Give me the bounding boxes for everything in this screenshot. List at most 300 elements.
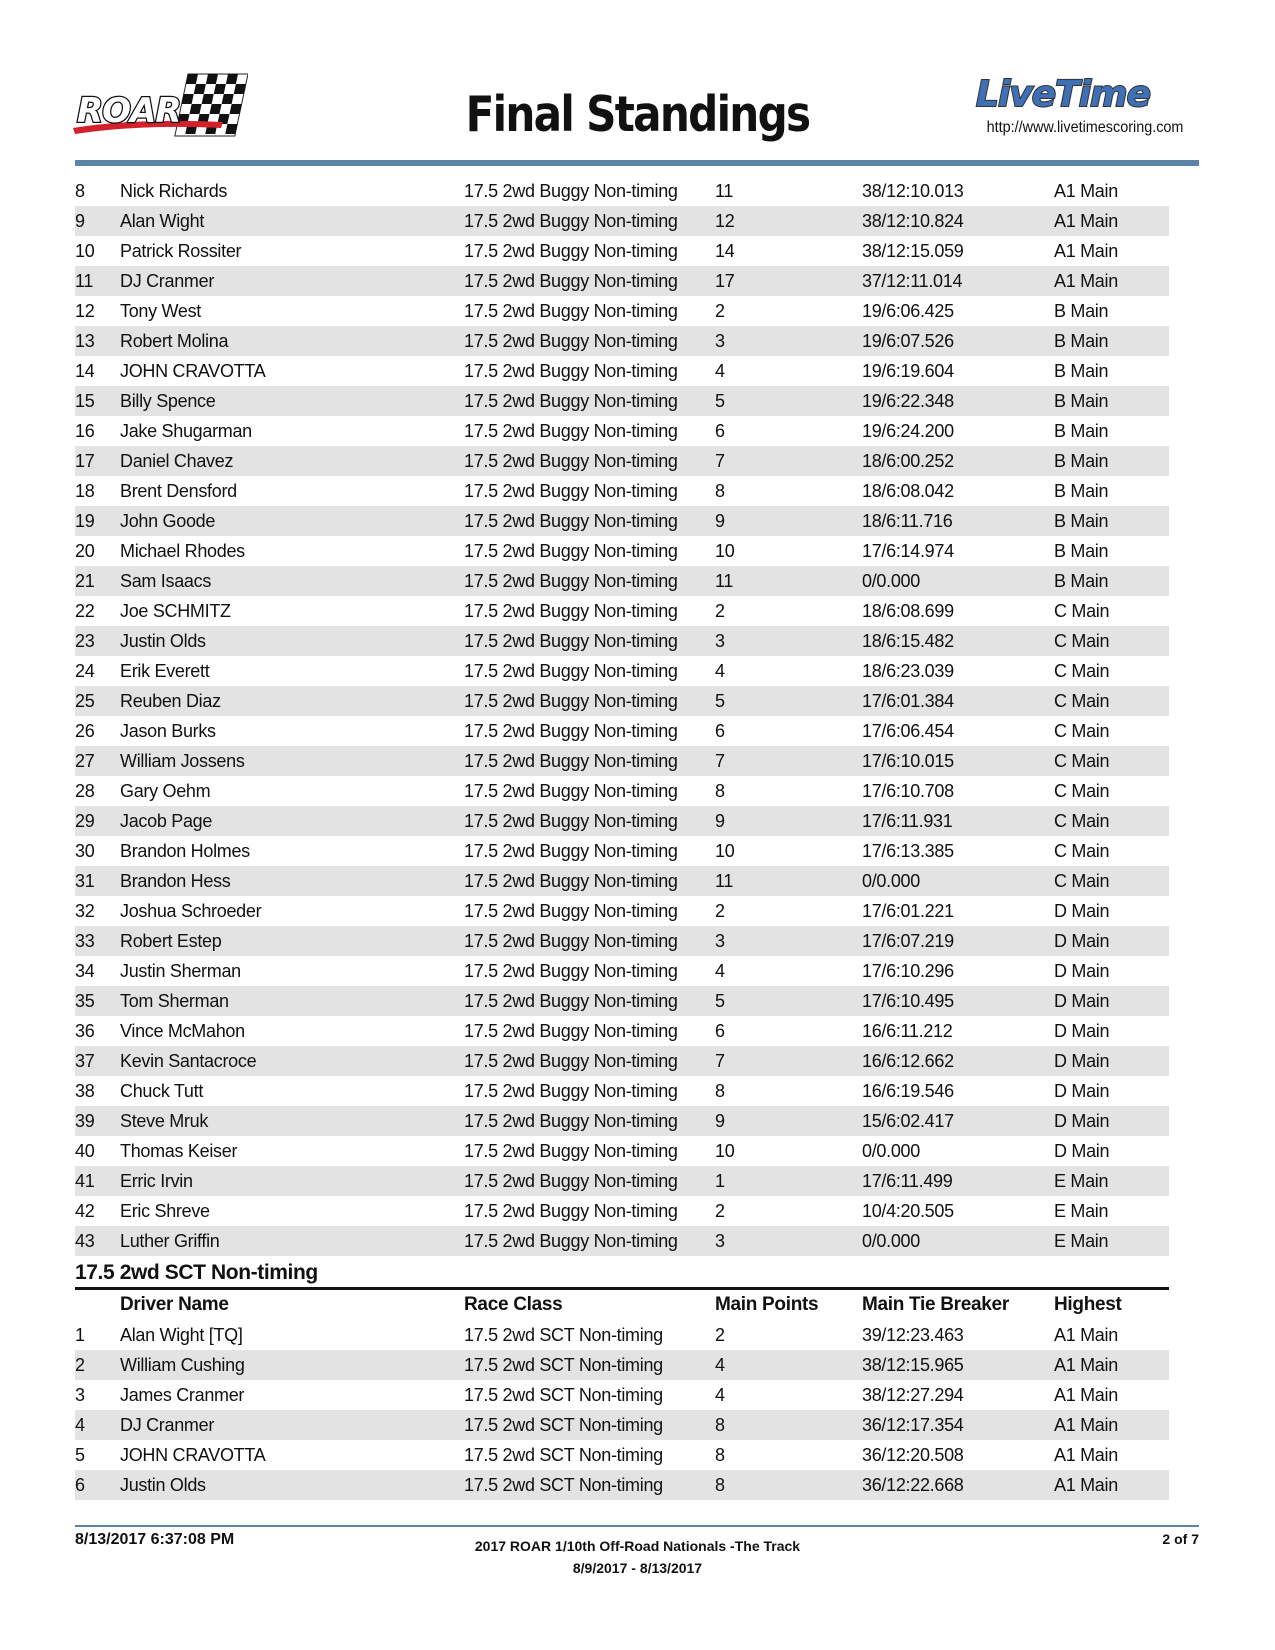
table-row <box>75 656 1169 686</box>
position-cell: 21 <box>75 571 95 591</box>
driver-name-cell: Eric Shreve <box>120 1201 210 1221</box>
table-row <box>75 626 1169 656</box>
driver-name-cell: Brent Densford <box>120 481 237 501</box>
tie-breaker-cell: 19/6:06.425 <box>862 301 954 321</box>
table-row <box>75 1320 1169 1350</box>
highest-main-cell: D Main <box>1054 901 1110 921</box>
position-cell: 15 <box>75 391 95 411</box>
main-points-cell: 10 <box>715 841 735 861</box>
tie-breaker-cell: 18/6:11.716 <box>862 511 953 531</box>
driver-name-cell: Erik Everett <box>120 661 210 681</box>
position-cell: 33 <box>75 931 95 951</box>
tie-breaker-cell: 0/0.000 <box>862 1231 920 1251</box>
race-class-cell: 17.5 2wd Buggy Non-timing <box>464 721 678 741</box>
driver-name-cell: William Cushing <box>120 1355 245 1375</box>
main-points-cell: 2 <box>715 1201 725 1221</box>
main-points-cell: 2 <box>715 1325 725 1345</box>
race-class-cell: 17.5 2wd Buggy Non-timing <box>464 541 678 561</box>
table-row <box>75 266 1169 296</box>
position-cell: 8 <box>75 181 85 201</box>
driver-name-cell: JOHN CRAVOTTA <box>120 361 266 381</box>
highest-main-cell: D Main <box>1054 1021 1110 1041</box>
tie-breaker-cell: 36/12:20.508 <box>862 1445 964 1465</box>
highest-main-cell: E Main <box>1054 1171 1109 1191</box>
highest-main-cell: B Main <box>1054 541 1109 561</box>
main-points-cell: 4 <box>715 961 725 981</box>
tie-breaker-cell: 17/6:13.385 <box>862 841 954 861</box>
table-row <box>75 1440 1169 1470</box>
livetime-logo <box>974 70 1199 120</box>
table-row <box>75 866 1169 896</box>
position-cell: 6 <box>75 1475 85 1495</box>
driver-name-cell: Joshua Schroeder <box>120 901 262 921</box>
race-class-cell: 17.5 2wd Buggy Non-timing <box>464 751 678 771</box>
highest-main-cell: C Main <box>1054 691 1110 711</box>
main-points-cell: 1 <box>715 1171 725 1191</box>
main-points-cell: 14 <box>715 241 735 261</box>
race-class-cell: 17.5 2wd Buggy Non-timing <box>464 1141 678 1161</box>
highest-main-cell: C Main <box>1054 661 1110 681</box>
driver-name-cell: Gary Oehm <box>120 781 211 801</box>
race-class-cell: 17.5 2wd Buggy Non-timing <box>464 991 678 1011</box>
highest-main-cell: D Main <box>1054 931 1110 951</box>
tie-breaker-cell: 17/6:01.384 <box>862 691 954 711</box>
main-points-cell: 8 <box>715 1081 725 1101</box>
driver-name-cell: Joe SCHMITZ <box>120 601 231 621</box>
position-cell: 13 <box>75 331 95 351</box>
race-class-cell: 17.5 2wd Buggy Non-timing <box>464 241 678 261</box>
table-row <box>75 386 1169 416</box>
position-cell: 12 <box>75 301 95 321</box>
tie-breaker-cell: 16/6:19.546 <box>862 1081 954 1101</box>
tie-breaker-cell: 38/12:27.294 <box>862 1385 964 1405</box>
race-class-cell: 17.5 2wd Buggy Non-timing <box>464 421 678 441</box>
main-points-cell: 8 <box>715 1415 725 1435</box>
main-points-cell: 5 <box>715 991 725 1011</box>
table-row <box>75 1350 1169 1380</box>
svg-text:ROAR: ROAR <box>77 91 181 131</box>
table-row <box>75 686 1169 716</box>
table-row <box>75 1196 1169 1226</box>
race-class-cell: 17.5 2wd Buggy Non-timing <box>464 601 678 621</box>
table-row <box>75 356 1169 386</box>
main-points-cell: 17 <box>715 271 735 291</box>
tie-breaker-cell: 37/12:11.014 <box>862 271 963 291</box>
position-cell: 38 <box>75 1081 95 1101</box>
position-cell: 29 <box>75 811 95 831</box>
main-points-cell: 6 <box>715 421 725 441</box>
main-points-cell: 4 <box>715 1385 725 1405</box>
race-class-cell: 17.5 2wd Buggy Non-timing <box>464 871 678 891</box>
table-row <box>75 176 1169 206</box>
highest-main-cell: B Main <box>1054 361 1109 381</box>
position-cell: 37 <box>75 1051 95 1071</box>
tie-breaker-cell: 17/6:10.296 <box>862 961 954 981</box>
position-cell: 26 <box>75 721 95 741</box>
tie-breaker-cell: 38/12:10.824 <box>862 211 964 231</box>
sct-standings-rows <box>75 1320 1169 1500</box>
position-cell: 40 <box>75 1141 95 1161</box>
driver-name-cell: JOHN CRAVOTTA <box>120 1445 266 1465</box>
section-title: 17.5 2wd SCT Non-timing <box>75 1261 318 1284</box>
position-cell: 16 <box>75 421 95 441</box>
driver-name-cell: Erric Irvin <box>120 1171 193 1191</box>
table-row <box>75 326 1169 356</box>
highest-main-cell: B Main <box>1054 421 1109 441</box>
race-class-cell: 17.5 2wd Buggy Non-timing <box>464 1081 678 1101</box>
table-row <box>75 716 1169 746</box>
highest-main-cell: B Main <box>1054 481 1109 501</box>
tie-breaker-cell: 18/6:08.042 <box>862 481 954 501</box>
driver-name-cell: Robert Molina <box>120 331 229 351</box>
table-row <box>75 806 1169 836</box>
position-cell: 42 <box>75 1201 95 1221</box>
driver-name-cell: Luther Griffin <box>120 1231 220 1251</box>
driver-name-cell: Jacob Page <box>120 811 213 831</box>
main-points-cell: 6 <box>715 721 725 741</box>
position-cell: 41 <box>75 1171 95 1191</box>
position-cell: 43 <box>75 1231 95 1251</box>
position-cell: 34 <box>75 961 95 981</box>
standings-table <box>75 176 1169 1500</box>
tie-breaker-cell: 15/6:02.417 <box>862 1111 954 1131</box>
highest-main-cell: D Main <box>1054 961 1110 981</box>
position-cell: 35 <box>75 991 95 1011</box>
highest-main-cell: B Main <box>1054 301 1109 321</box>
livetime-url[interactable]: http://www.livetimescoring.com <box>986 119 1184 136</box>
main-points-cell: 10 <box>715 541 735 561</box>
tie-breaker-cell: 17/6:10.015 <box>862 751 954 771</box>
main-points-cell: 4 <box>715 361 725 381</box>
driver-name-cell: Tony West <box>120 301 201 321</box>
driver-name-cell: Michael Rhodes <box>120 541 245 561</box>
main-points-cell: 7 <box>715 451 725 471</box>
tie-breaker-cell: 17/6:10.495 <box>862 991 954 1011</box>
driver-name-cell: Vince McMahon <box>120 1021 245 1041</box>
driver-name-cell: Justin Sherman <box>120 961 241 981</box>
highest-main-cell: D Main <box>1054 1081 1110 1101</box>
column-header-highest: Highest <box>1054 1294 1122 1315</box>
driver-name-cell: DJ Cranmer <box>120 271 215 291</box>
race-class-cell: 17.5 2wd Buggy Non-timing <box>464 181 678 201</box>
highest-main-cell: C Main <box>1054 841 1110 861</box>
race-class-cell: 17.5 2wd Buggy Non-timing <box>464 361 678 381</box>
main-points-cell: 5 <box>715 691 725 711</box>
tie-breaker-cell: 38/12:15.059 <box>862 241 964 261</box>
main-points-cell: 11 <box>715 871 734 891</box>
position-cell: 5 <box>75 1445 85 1465</box>
table-row <box>75 746 1169 776</box>
highest-main-cell: E Main <box>1054 1201 1109 1221</box>
driver-name-cell: Thomas Keiser <box>120 1141 238 1161</box>
table-row <box>75 236 1169 266</box>
tie-breaker-cell: 17/6:07.219 <box>862 931 954 951</box>
race-class-cell: 17.5 2wd SCT Non-timing <box>464 1445 663 1465</box>
table-row <box>75 476 1169 506</box>
main-points-cell: 11 <box>715 181 734 201</box>
tie-breaker-cell: 0/0.000 <box>862 871 920 891</box>
highest-main-cell: B Main <box>1054 331 1109 351</box>
table-row <box>75 776 1169 806</box>
table-row <box>75 926 1169 956</box>
race-class-cell: 17.5 2wd Buggy Non-timing <box>464 1051 678 1071</box>
position-cell: 2 <box>75 1355 85 1375</box>
highest-main-cell: D Main <box>1054 991 1110 1011</box>
main-points-cell: 4 <box>715 661 725 681</box>
position-cell: 31 <box>75 871 95 891</box>
header-divider <box>75 160 1199 166</box>
position-cell: 20 <box>75 541 95 561</box>
table-row <box>75 896 1169 926</box>
race-class-cell: 17.5 2wd Buggy Non-timing <box>464 1111 678 1131</box>
livetime-logo-graphic <box>974 70 1199 120</box>
highest-main-cell: C Main <box>1054 781 1110 801</box>
event-name: 2017 ROAR 1/10th Off-Road Nationals -The Track <box>474 1538 801 1554</box>
position-cell: 36 <box>75 1021 95 1041</box>
main-points-cell: 8 <box>715 481 725 501</box>
race-class-cell: 17.5 2wd Buggy Non-timing <box>464 1171 678 1191</box>
race-class-cell: 17.5 2wd Buggy Non-timing <box>464 301 678 321</box>
highest-main-cell: C Main <box>1054 871 1110 891</box>
main-points-cell: 11 <box>715 571 734 591</box>
page-header <box>0 0 1275 170</box>
event-info <box>0 1535 1275 1579</box>
position-cell: 23 <box>75 631 95 651</box>
race-class-cell: 17.5 2wd Buggy Non-timing <box>464 901 678 921</box>
tie-breaker-cell: 18/6:23.039 <box>862 661 954 681</box>
main-points-cell: 4 <box>715 1355 725 1375</box>
footer-divider <box>75 1525 1199 1527</box>
race-class-cell: 17.5 2wd Buggy Non-timing <box>464 961 678 981</box>
highest-main-cell: A1 Main <box>1054 181 1118 201</box>
tie-breaker-cell: 17/6:01.221 <box>862 901 954 921</box>
main-points-cell: 3 <box>715 931 725 951</box>
table-row <box>75 596 1169 626</box>
table-row <box>75 1166 1169 1196</box>
position-cell: 28 <box>75 781 95 801</box>
driver-name-cell: Reuben Diaz <box>120 691 221 711</box>
highest-main-cell: A1 Main <box>1054 211 1118 231</box>
driver-name-cell: DJ Cranmer <box>120 1415 215 1435</box>
race-class-cell: 17.5 2wd Buggy Non-timing <box>464 211 678 231</box>
highest-main-cell: A1 Main <box>1054 241 1118 261</box>
position-cell: 30 <box>75 841 95 861</box>
position-cell: 11 <box>75 271 94 291</box>
driver-name-cell: Jake Shugarman <box>120 421 252 441</box>
position-cell: 17 <box>75 451 95 471</box>
main-points-cell: 10 <box>715 1141 735 1161</box>
column-header-driver-name: Driver Name <box>120 1294 229 1315</box>
driver-name-cell: Daniel Chavez <box>120 451 234 471</box>
driver-name-cell: Patrick Rossiter <box>120 241 242 261</box>
table-row <box>75 206 1169 236</box>
driver-name-cell: Tom Sherman <box>120 991 229 1011</box>
tie-breaker-cell: 19/6:19.604 <box>862 361 954 381</box>
driver-name-cell: Robert Estep <box>120 931 222 951</box>
position-cell: 39 <box>75 1111 95 1131</box>
tie-breaker-cell: 16/6:11.212 <box>862 1021 953 1041</box>
main-points-cell: 7 <box>715 751 725 771</box>
main-points-cell: 3 <box>715 331 725 351</box>
driver-name-cell: Steve Mruk <box>120 1111 209 1131</box>
highest-main-cell: A1 Main <box>1054 1355 1118 1375</box>
table-row <box>75 1046 1169 1076</box>
driver-name-cell: Alan Wight [TQ] <box>120 1325 243 1345</box>
tie-breaker-cell: 18/6:00.252 <box>862 451 954 471</box>
tie-breaker-cell: 17/6:11.499 <box>862 1171 953 1191</box>
driver-name-cell: James Cranmer <box>120 1385 245 1405</box>
main-points-cell: 3 <box>715 631 725 651</box>
driver-name-cell: Kevin Santacroce <box>120 1051 257 1071</box>
driver-name-cell: Billy Spence <box>120 391 216 411</box>
race-class-cell: 17.5 2wd Buggy Non-timing <box>464 571 678 591</box>
page-number: 2 of 7 <box>1162 1531 1199 1547</box>
race-class-cell: 17.5 2wd Buggy Non-timing <box>464 811 678 831</box>
tie-breaker-cell: 19/6:22.348 <box>862 391 954 411</box>
column-header-row <box>75 1290 1169 1320</box>
highest-main-cell: C Main <box>1054 721 1110 741</box>
race-class-cell: 17.5 2wd SCT Non-timing <box>464 1355 663 1375</box>
buggy-standings-rows <box>75 176 1169 1256</box>
highest-main-cell: C Main <box>1054 631 1110 651</box>
race-class-cell: 17.5 2wd Buggy Non-timing <box>464 271 678 291</box>
table-row <box>75 836 1169 866</box>
tie-breaker-cell: 17/6:11.931 <box>862 811 953 831</box>
driver-name-cell: Alan Wight <box>120 211 205 231</box>
race-class-cell: 17.5 2wd Buggy Non-timing <box>464 931 678 951</box>
position-cell: 9 <box>75 211 85 231</box>
main-points-cell: 9 <box>715 811 725 831</box>
table-row <box>75 1470 1169 1500</box>
table-row <box>75 296 1169 326</box>
race-class-cell: 17.5 2wd SCT Non-timing <box>464 1475 663 1495</box>
race-class-cell: 17.5 2wd Buggy Non-timing <box>464 841 678 861</box>
highest-main-cell: D Main <box>1054 1111 1110 1131</box>
table-row <box>75 1076 1169 1106</box>
driver-name-cell: Justin Olds <box>120 1475 206 1495</box>
race-class-cell: 17.5 2wd Buggy Non-timing <box>464 451 678 471</box>
highest-main-cell: D Main <box>1054 1051 1110 1071</box>
driver-name-cell: Brandon Holmes <box>120 841 250 861</box>
table-row <box>75 1410 1169 1440</box>
highest-main-cell: A1 Main <box>1054 1415 1118 1435</box>
highest-main-cell: A1 Main <box>1054 1325 1118 1345</box>
main-points-cell: 2 <box>715 901 725 921</box>
table-row <box>75 566 1169 596</box>
race-class-cell: 17.5 2wd SCT Non-timing <box>464 1415 663 1435</box>
event-dates: 8/9/2017 - 8/13/2017 <box>572 1560 703 1576</box>
tie-breaker-cell: 17/6:14.974 <box>862 541 954 561</box>
table-row <box>75 506 1169 536</box>
table-row <box>75 1380 1169 1410</box>
position-cell: 18 <box>75 481 95 501</box>
highest-main-cell: E Main <box>1054 1231 1109 1251</box>
tie-breaker-cell: 39/12:23.463 <box>862 1325 964 1345</box>
svg-text:LiveTime: LiveTime <box>976 74 1150 115</box>
position-cell: 4 <box>75 1415 85 1435</box>
race-class-cell: 17.5 2wd SCT Non-timing <box>464 1385 663 1405</box>
table-row <box>75 1016 1169 1046</box>
tie-breaker-cell: 17/6:06.454 <box>862 721 954 741</box>
tie-breaker-cell: 0/0.000 <box>862 571 920 591</box>
tie-breaker-cell: 16/6:12.662 <box>862 1051 954 1071</box>
highest-main-cell: C Main <box>1054 601 1110 621</box>
race-class-cell: 17.5 2wd Buggy Non-timing <box>464 691 678 711</box>
driver-name-cell: William Jossens <box>120 751 245 771</box>
main-points-cell: 12 <box>715 211 735 231</box>
highest-main-cell: B Main <box>1054 451 1109 471</box>
highest-main-cell: D Main <box>1054 1141 1110 1161</box>
race-class-cell: 17.5 2wd Buggy Non-timing <box>464 391 678 411</box>
table-row <box>75 1226 1169 1256</box>
race-class-cell: 17.5 2wd Buggy Non-timing <box>464 1201 678 1221</box>
position-cell: 22 <box>75 601 95 621</box>
driver-name-cell: Brandon Hess <box>120 871 231 891</box>
race-class-cell: 17.5 2wd Buggy Non-timing <box>464 631 678 651</box>
position-cell: 24 <box>75 661 95 681</box>
tie-breaker-cell: 19/6:24.200 <box>862 421 954 441</box>
position-cell: 32 <box>75 901 95 921</box>
highest-main-cell: A1 Main <box>1054 1445 1118 1465</box>
tie-breaker-cell: 17/6:10.708 <box>862 781 954 801</box>
driver-name-cell: Justin Olds <box>120 631 206 651</box>
tie-breaker-cell: 38/12:15.965 <box>862 1355 964 1375</box>
column-header-race-class: Race Class <box>464 1294 563 1315</box>
highest-main-cell: A1 Main <box>1054 1385 1118 1405</box>
driver-name-cell: Jason Burks <box>120 721 216 741</box>
position-cell: 27 <box>75 751 95 771</box>
highest-main-cell: C Main <box>1054 811 1110 831</box>
table-row <box>75 986 1169 1016</box>
main-points-cell: 9 <box>715 511 725 531</box>
race-class-cell: 17.5 2wd Buggy Non-timing <box>464 331 678 351</box>
position-cell: 25 <box>75 691 95 711</box>
driver-name-cell: John Goode <box>120 511 216 531</box>
highest-main-cell: B Main <box>1054 571 1109 591</box>
table-row <box>75 1136 1169 1166</box>
position-cell: 3 <box>75 1385 85 1405</box>
highest-main-cell: A1 Main <box>1054 1475 1118 1495</box>
race-class-cell: 17.5 2wd Buggy Non-timing <box>464 1021 678 1041</box>
main-points-cell: 7 <box>715 1051 725 1071</box>
column-header-tie-breaker: Main Tie Breaker <box>862 1294 1009 1315</box>
main-points-cell: 8 <box>715 781 725 801</box>
tie-breaker-cell: 18/6:08.699 <box>862 601 954 621</box>
race-class-cell: 17.5 2wd Buggy Non-timing <box>464 781 678 801</box>
position-cell: 19 <box>75 511 95 531</box>
table-row <box>75 446 1169 476</box>
main-points-cell: 8 <box>715 1475 725 1495</box>
printed-timestamp: 8/13/2017 6:37:08 PM <box>75 1531 235 1548</box>
table-row <box>75 956 1169 986</box>
main-points-cell: 8 <box>715 1445 725 1465</box>
column-header-main-points: Main Points <box>715 1294 819 1315</box>
race-class-cell: 17.5 2wd Buggy Non-timing <box>464 661 678 681</box>
table-row <box>75 1106 1169 1136</box>
main-points-cell: 2 <box>715 301 725 321</box>
tie-breaker-cell: 36/12:22.668 <box>862 1475 964 1495</box>
highest-main-cell: B Main <box>1054 391 1109 411</box>
highest-main-cell: B Main <box>1054 511 1109 531</box>
page-title: Final Standings <box>465 86 810 143</box>
highest-main-cell: C Main <box>1054 751 1110 771</box>
race-class-cell: 17.5 2wd Buggy Non-timing <box>464 481 678 501</box>
race-class-cell: 17.5 2wd Buggy Non-timing <box>464 511 678 531</box>
driver-name-cell: Nick Richards <box>120 181 228 201</box>
tie-breaker-cell: 0/0.000 <box>862 1141 920 1161</box>
main-points-cell: 5 <box>715 391 725 411</box>
position-cell: 10 <box>75 241 95 261</box>
